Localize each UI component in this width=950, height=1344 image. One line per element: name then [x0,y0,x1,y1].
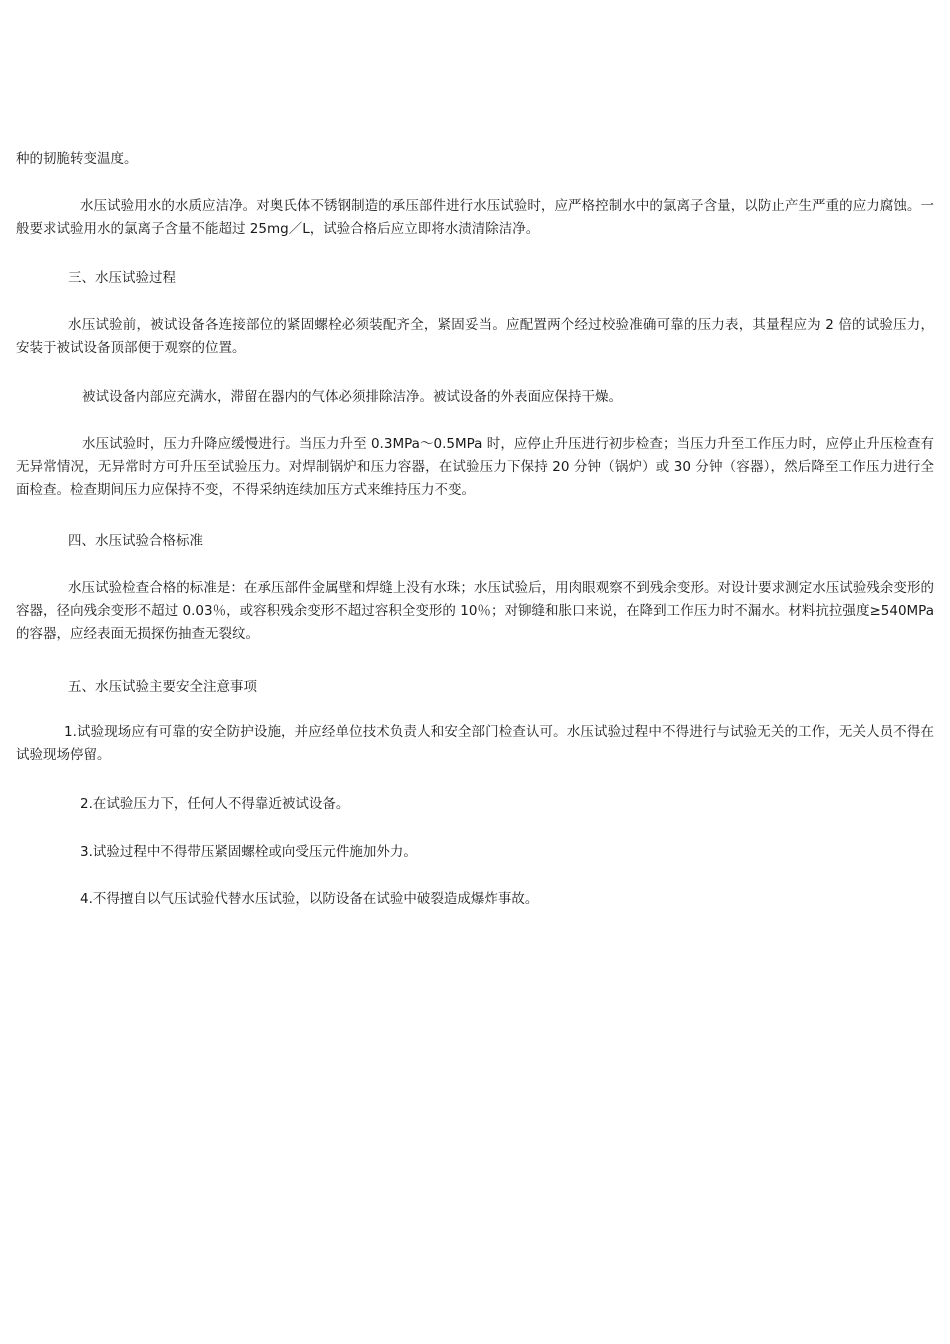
section4-paragraph-1: 水压试验检查合格的标准是：在承压部件金属壁和焊缝上没有水珠；水压试验后，用肉眼观察不到残余变形。对设计要求测定水压试验残余变形的容器，径向残余变形不超过 0.03％，或容积残余变形不超过容积全变形的 10％；对铆缝和胀口来说，在降到工作压力时不漏水。材料抗拉强度≥540MPa 的容器，应经表面无损探伤抽查无裂纹。 [16,580,934,642]
section5-heading: 五、水压试验主要安全注意事项 [68,679,257,695]
section3-paragraph-1: 水压试验前，被试设备各连接部位的紧固螺栓必须装配齐全，紧固妥当。应配置两个经过校验准确可靠的压力表，其量程应为 2 倍的试验压力，安装于被试设备顶部便于观察的位置。 [16,317,934,356]
section4-heading: 四、水压试验合格标准 [68,533,203,549]
section5-list-item: 3.试验过程中不得带压紧固螺栓或向受压元件施加外力。 [80,844,417,860]
section5-list-item: 1.试验现场应有可靠的安全防护设施，并应经单位技术负责人和安全部门检查认可。水压试验过程中不得进行与试验无关的工作，无关人员不得在试验现场停留。 [16,724,934,763]
section3-paragraph-3: 水压试验时，压力升降应缓慢进行。当压力升至 0.3MPa～0.5MPa 时，应停止升压进行初步检查；当压力升至工作压力时，应停止升压检查有无异常情况，无异常时方可升压至试验压力。对焊制锅炉和压力容器，在试验压力下保持 20 分钟（锅炉）或 30 分钟（容器），然后降至工作压力进行全面检查。检查期间压力应保持不变，不得采纳连续加压方式来维持压力不变。 [16,436,934,498]
section3-heading: 三、水压试验过程 [68,270,176,286]
section5-list-item: 4.不得擅自以气压试验代替水压试验，以防设备在试验中破裂造成爆炸事故。 [80,891,539,907]
section3-paragraph-2: 被试设备内部应充满水，滞留在器内的气体必须排除洁净。被试设备的外表面应保持干燥。 [82,389,622,405]
paragraph-water-quality: 水压试验用水的水质应洁净。对奥氏体不锈钢制造的承压部件进行水压试验时，应严格控制水中的氯离子含量，以防止产生严重的应力腐蚀。一般要求试验用水的氯离子含量不能超过 25mg／L，试验合格后应立即将水渍清除洁净。 [16,198,934,237]
section5-list-item: 2.在试验压力下，任何人不得靠近被试设备。 [80,796,350,812]
paragraph-fragment: 种的韧脆转变温度。 [16,151,138,167]
